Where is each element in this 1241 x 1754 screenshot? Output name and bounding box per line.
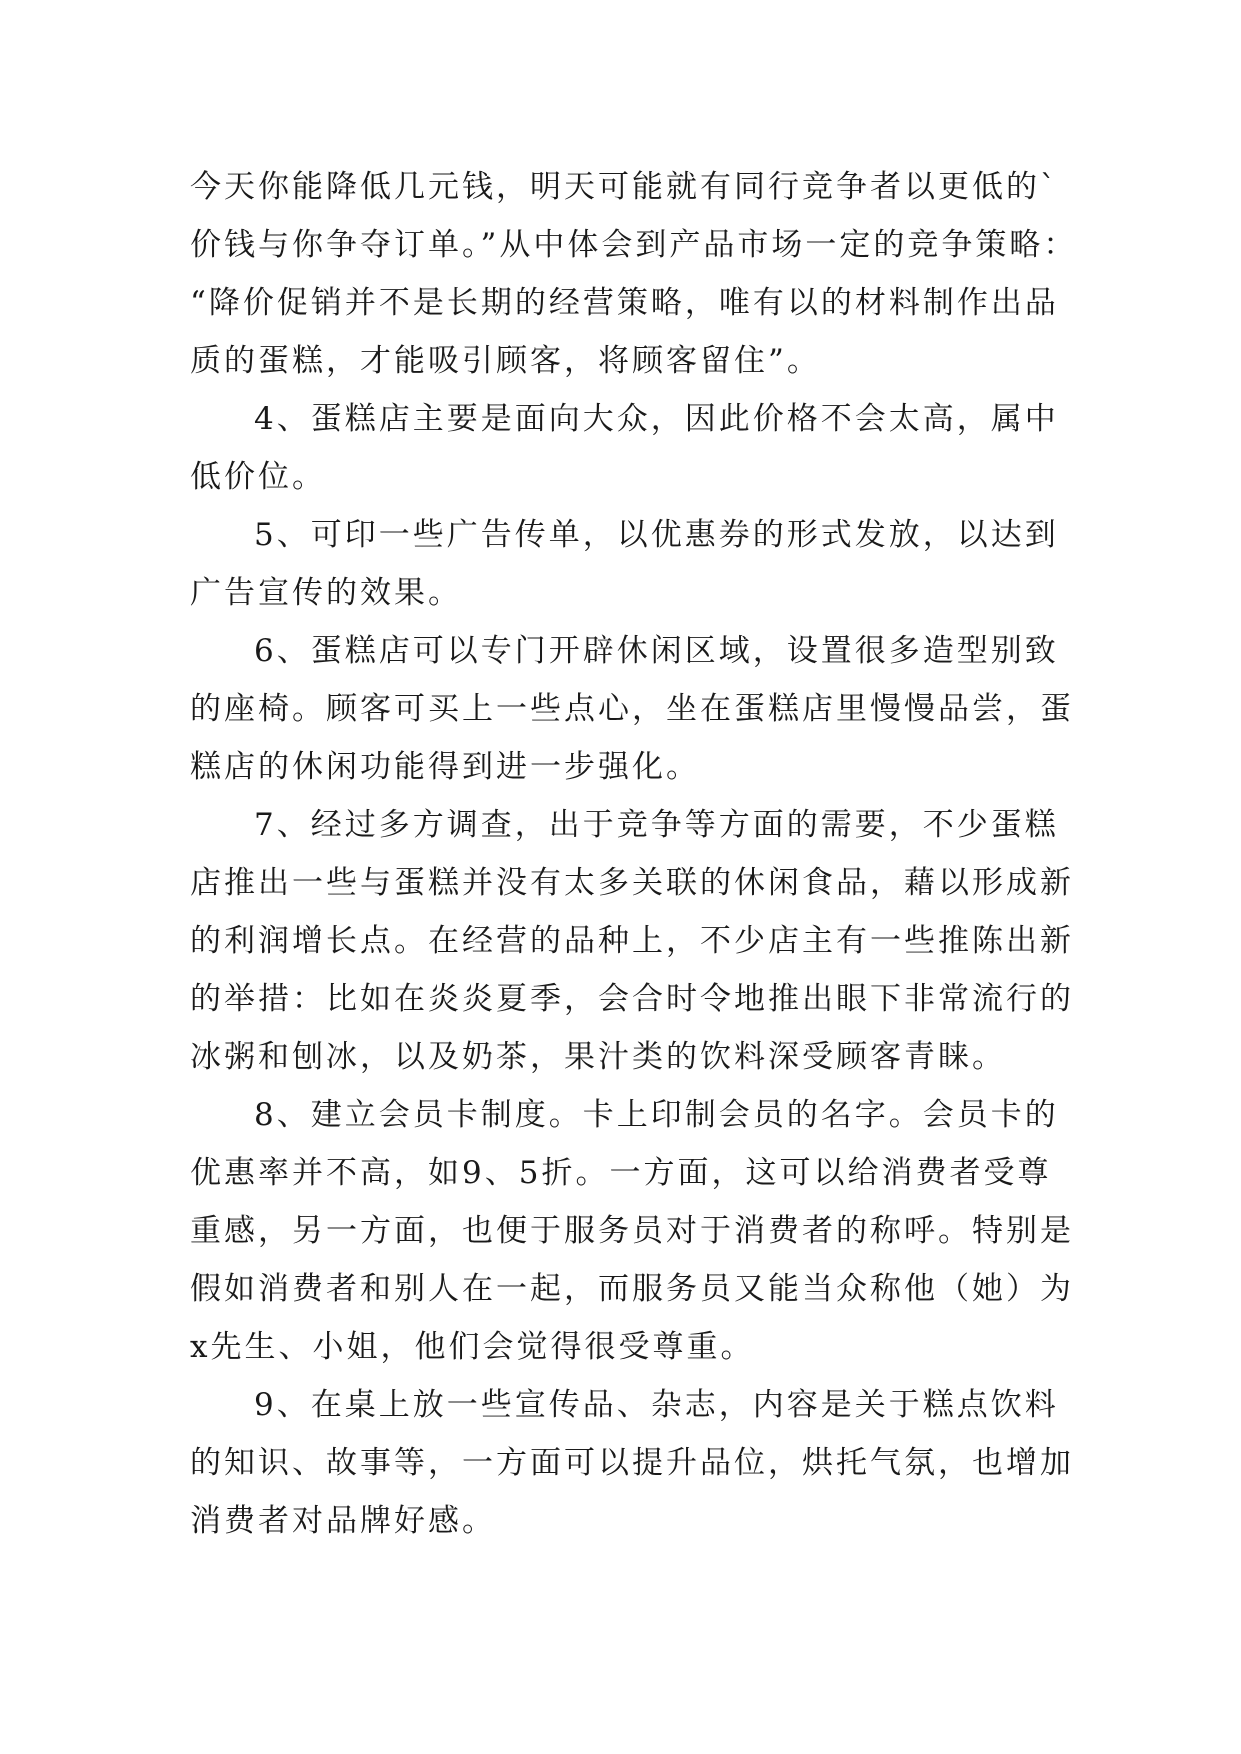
text-line: 消费者对品牌好感。 bbox=[190, 1503, 496, 1539]
text-line: 的举措：比如在炎炎夏季，会合时令地推出眼下非常流行的 bbox=[190, 981, 1074, 1017]
text-line: 店推出一些与蛋糕并没有太多关联的休闲食品，藉以形成新 bbox=[190, 865, 1074, 901]
text-line: 冰粥和刨冰，以及奶茶，果汁类的饮料深受顾客青睐。 bbox=[190, 1039, 1006, 1075]
text-line: 9、在桌上放一些宣传品、杂志，内容是关于糕点饮料 bbox=[254, 1387, 1059, 1423]
text-line: 8、建立会员卡制度。卡上印制会员的名字。会员卡的 bbox=[254, 1097, 1059, 1133]
text-line: 广告宣传的效果。 bbox=[190, 575, 462, 611]
text-line: 优惠率并不高，如9、5折。一方面，这可以给消费者受尊 bbox=[190, 1155, 1052, 1191]
text-line: 5、可印一些广告传单，以优惠券的形式发放，以达到 bbox=[254, 517, 1059, 553]
text-line: 的知识、故事等，一方面可以提升品位，烘托气氛，也增加 bbox=[190, 1445, 1074, 1481]
text-line: 糕店的休闲功能得到进一步强化。 bbox=[190, 749, 700, 785]
text-line: “降价促销并不是长期的经营策略，唯有以的材料制作出品 bbox=[190, 285, 1059, 321]
document-body bbox=[190, 158, 1078, 1550]
text-line: 今天你能降低几元钱，明天可能就有同行竞争者以更低的` bbox=[190, 169, 1059, 205]
text-line: 低价位。 bbox=[190, 459, 326, 495]
text-line: 的利润增长点。在经营的品种上，不少店主有一些推陈出新 bbox=[190, 923, 1074, 959]
text-line: 价钱与你争夺订单。”从中体会到产品市场一定的竞争策略： bbox=[190, 227, 1078, 263]
text-line: 7、经过多方调查，出于竞争等方面的需要，不少蛋糕 bbox=[254, 807, 1059, 843]
text-line: 假如消费者和别人在一起，而服务员又能当众称他（她）为 bbox=[190, 1271, 1074, 1307]
text-line: 重感，另一方面，也便于服务员对于消费者的称呼。特别是 bbox=[190, 1213, 1074, 1249]
text-line: 的座椅。顾客可买上一些点心，坐在蛋糕店里慢慢品尝，蛋 bbox=[190, 691, 1074, 727]
text-line: 4、蛋糕店主要是面向大众，因此价格不会太高，属中 bbox=[254, 401, 1059, 437]
text-line: 6、蛋糕店可以专门开辟休闲区域，设置很多造型别致 bbox=[254, 633, 1059, 669]
text-line: x先生、小姐，他们会觉得很受尊重。 bbox=[190, 1329, 755, 1365]
text-line: 质的蛋糕，才能吸引顾客，将顾客留住”。 bbox=[190, 343, 821, 379]
